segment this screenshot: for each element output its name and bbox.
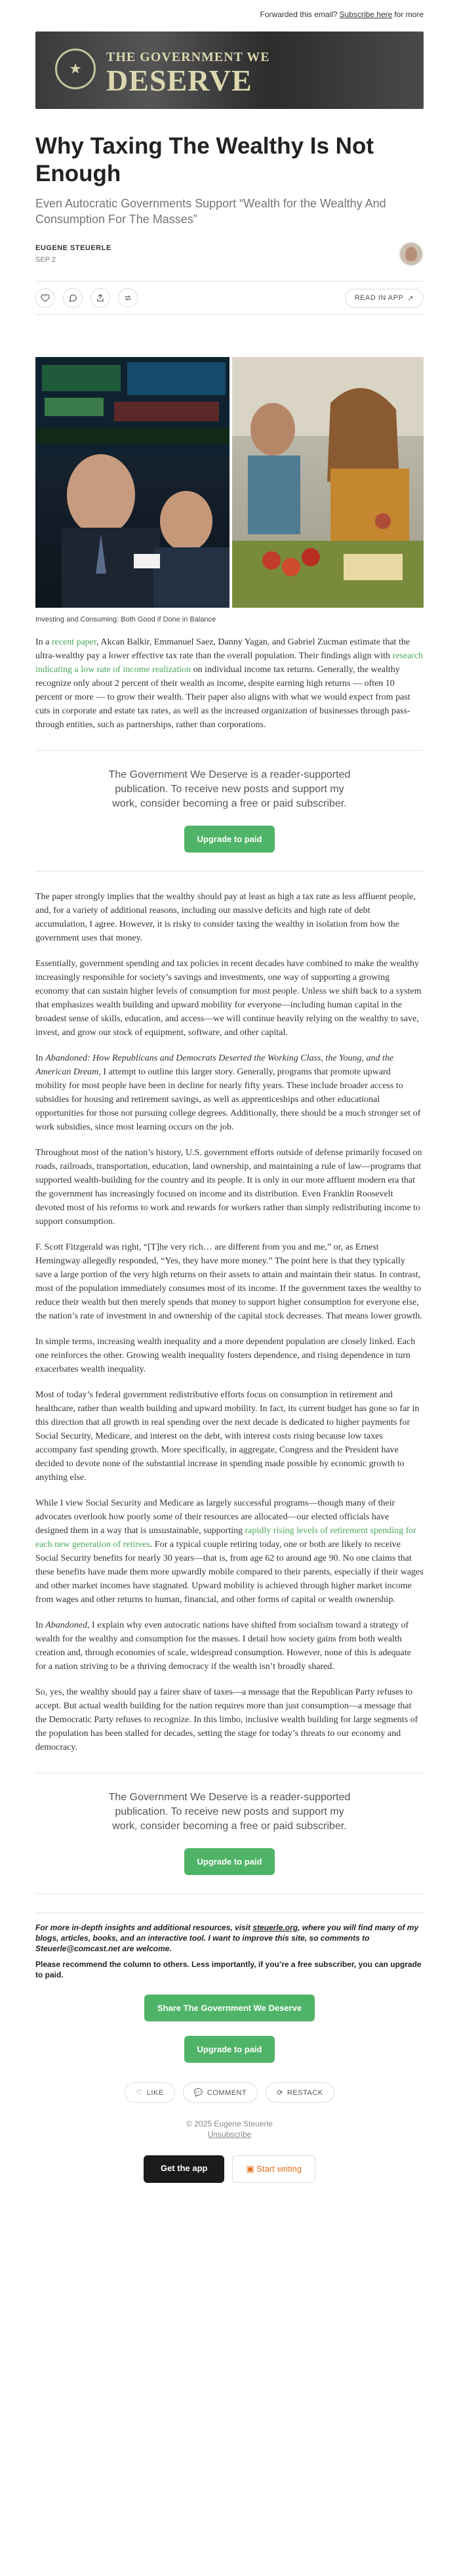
article-body xyxy=(35,635,424,732)
paragraph: Most of today’s federal government redistributive efforts focus on consumption in retirement and healthcare, rather than wealth building and upward mobility. In fact, its current budget has gone so far in this direction that all growth in real spending over the next decade is dedicated to higher payments for Social Security, Medicare, and interest on the debt, with interest costs rising because low taxes accompany fast spending growth. More specifically, in aggregate, Congress and the President have decided to devote none of the substantial increase in spending made possible by economic growth to anything else. xyxy=(35,1390,420,1483)
arrow-up-right-icon: ↗ xyxy=(407,294,414,303)
forward-suffix: for more xyxy=(394,10,424,19)
footer-note: For more in-depth insights and additional resources, visit steuerle.org, where you will find many of my blogs, articles, books, and an interactive tool. I want to improve this site, so comments to Steuerle@comcast.net are welcome. Please recommend the column to others. Less importantly, if you’re a free subscriber, you can upgrade to paid. xyxy=(35,1912,424,1980)
banner-title-line1: THE GOVERNMENT WE xyxy=(106,50,270,64)
heart-icon: ♡ xyxy=(136,2089,143,2097)
recent-paper-link[interactable]: recent paper xyxy=(51,637,97,647)
share-icon[interactable] xyxy=(90,288,110,308)
article-subtitle: Even Autocratic Governments Support “Wealth for the Wealthy And Consumption For The Masses” xyxy=(35,197,386,226)
trading-floor-photo xyxy=(35,357,230,608)
unsubscribe-link[interactable]: Unsubscribe xyxy=(207,2130,252,2139)
income-realization-link[interactable]: research indicating a low rate of income realization xyxy=(35,651,424,675)
post-action-bar xyxy=(35,281,424,315)
paragraph: So, yes, the wealthy should pay a fairer share of taxes—a message that the Republican Party refuses to accept. But actual wealth building for the nation requires more than just consumption—a message that the Democratic Party refuses to recognize. In this limbo, inclusive wealth building for large segments of the population has been stalled for decades, setting the stage for today’s threats to our economy and democracy. xyxy=(35,1687,418,1752)
restack-icon[interactable] xyxy=(118,288,138,308)
article-body-continued xyxy=(35,890,424,1754)
paragraph: F. Scott Fitzgerald was right, “[T]he very rich… are different from you and me,” or, as Ernest Hemingway allegedly responded, “Yes, they have more money.” The point here is that they typically save a large portion of the very high returns on their assets to attain and maintain their status. In contrast, most of the population immediately consumes most of its income. If the government taxes the wealthy to reduce their wealth but then merely spends that money to support higher consumption for everyone else, the nation’s rate of investment in and ownership of the capital stock decreases. That means lower growth. xyxy=(35,1242,422,1321)
author-avatar[interactable] xyxy=(399,242,424,266)
subscribe-widget xyxy=(35,750,424,872)
start-writing-button[interactable]: ▣ Start writing xyxy=(232,2155,315,2183)
upgrade-to-paid-button[interactable]: Upgrade to paid xyxy=(184,1848,275,1875)
subscribe-widget-bottom xyxy=(35,1773,424,1894)
upgrade-to-paid-button-footer[interactable]: Upgrade to paid xyxy=(184,2036,275,2063)
byline xyxy=(35,242,424,266)
steuerle-site-link[interactable]: steuerle.org xyxy=(252,1923,298,1932)
banner-title xyxy=(106,50,270,96)
upgrade-to-paid-button[interactable]: Upgrade to paid xyxy=(184,826,275,853)
article-title[interactable]: Why Taxing The Wealthy Is Not Enough xyxy=(35,133,374,186)
market-photo xyxy=(232,357,424,608)
like-button[interactable]: ♡ LIKE xyxy=(125,2082,174,2103)
retirement-spending-link[interactable]: rapidly rising levels of retirement spending for each new generation of retirees xyxy=(35,1526,416,1550)
get-the-app-button[interactable]: Get the app xyxy=(144,2155,225,2183)
subscribe-message: The Government We Deserve is a reader-supported publication. To receive new posts and support my work, consider becoming a free or paid subscriber. xyxy=(108,769,351,809)
read-in-app-button[interactable] xyxy=(345,289,424,308)
forward-bar xyxy=(35,0,424,29)
read-in-app-label: READ IN APP xyxy=(354,294,404,302)
paragraph: In Abandoned: How Republicans and Democrats Deserted the Working Class, the Young, and the American Dream, I attempt to outline this larger story. Generally, programs that promote upward mobility for most people have been in decline for nearly fifty years. These include broader access to subsidies for housing and retirement savings, as well as apprenticeships and other educational opportunities for those not pursuing college degrees. Additionally, there should be a much stronger set of work subsidies, since most learning occurs on the job. xyxy=(35,1053,421,1132)
paragraph: In simple terms, increasing wealth inequality and a more dependent population are closely linked. Each one reinforces the other. Growing wealth inequality fosters dependence, and rising dependence in turn exacerbates wealth inequality. xyxy=(35,1337,416,1374)
comment-icon: 💬 xyxy=(193,2089,203,2097)
seal-logo-icon: ★ xyxy=(55,49,96,89)
paragraph: The paper strongly implies that the wealthy should pay at least as high a tax rate as less affluent people, and, for a variety of additional reasons, including our massive deficits and high rate of debt accumulation, I agree. However, it is risky to consider taxing the wealthy in isolation from how the government uses that money. xyxy=(35,892,416,943)
book-title: Abandoned: How Republicans and Democrats Deserted the Working Class, the Young, and the American Dream, xyxy=(35,1053,394,1077)
subscribe-link[interactable]: Subscribe here xyxy=(339,10,393,19)
app-buttons xyxy=(35,2155,424,2183)
paragraph: In Abandoned, I explain why even autocratic nations have shifted from socialism toward a strategy of wealth for the wealthy and consumption for the masses. I detail how society gains from both wealth creation and, through economies of scale, widespread consumption. However, none of this is adequate for a nation striving to be a thriving democracy if the wealth isn’t broadly shared. xyxy=(35,1620,411,1672)
like-icon[interactable] xyxy=(35,288,55,308)
image-caption: Investing and Consuming: Both Good if Done in Balance xyxy=(35,616,216,623)
forward-prefix: Forwarded this email? xyxy=(260,10,338,19)
subscribe-message: The Government We Deserve is a reader-supported publication. To receive new posts and support my work, consider becoming a free or paid subscriber. xyxy=(108,1792,351,1832)
publication-banner[interactable] xyxy=(35,32,424,109)
paragraph: Throughout most of the nation’s history, U.S. government efforts outside of defense primarily focused on roads, railroads, transportation, education, land ownership, and maintaining a rule of law—programs that supported wealth-building for the country and its people. It is only in our more affluent modern era that the government has increasingly focused on income and its distribution. Even Franklin Roosevelt devoted most of his reforms to work and rewards for workers rather than simply redistributing income to support consumption. xyxy=(35,1148,422,1227)
hero-image[interactable] xyxy=(35,357,424,608)
author-name[interactable]: EUGENE STEUERLE xyxy=(35,244,111,252)
comment-button[interactable]: 💬 COMMENT xyxy=(183,2082,258,2103)
paragraph: In a recent paper, Akcan Balkir, Emmanuel Saez, Danny Yagan, and Gabriel Zucman estimate that the ultra-wealthy pay a lower effective tax rate than the overall population. Their findings align with research indicating a low rate of income realization on individual income tax returns. Generally, the wealthy recognize only about 2 percent of their wealth as income, despite earning high returns — often 10 percent or more — to grow their wealth. Their paper also aligns with what we would expect from past cuts in corporate and estate tax rates, as well as the increased organization of businesses through pass-through entities, such as partnerships, rather than corporations. xyxy=(35,637,424,730)
recommend-note: Please recommend the column to others. Less importantly, if you’re a free subscriber, you can upgrade to paid. xyxy=(35,1960,422,1979)
restack-button[interactable]: ⟳ RESTACK xyxy=(266,2082,334,2103)
footer-action-row xyxy=(35,2082,424,2103)
restack-icon: ⟳ xyxy=(277,2089,283,2097)
copyright: © 2025 Eugene Steuerle Unsubscribe xyxy=(186,2119,273,2139)
paragraph: Essentially, government spending and tax policies in recent decades have combined to make the wealthy increasingly responsible for society’s savings and investments, one way of supporting a growing economy that can sustain higher levels of consumption for most people. Unless we shift back to a system that emphasizes wealth building and upward mobility for everyone—including human capital in the broadest sense of skills, education, and access—we will continue heavily relying on the wealthy to save, invest, and grow our stock of equipment, software, and other capital. xyxy=(35,959,422,1038)
comment-icon[interactable] xyxy=(63,288,83,308)
bookmark-icon: ▣ xyxy=(246,2164,257,2174)
paragraph: While I view Social Security and Medicare as largely successful programs—though many of their advocates overlook how poorly some of their resources are allocated—our elected officials have designed them in a way that is unsustainable, supporting rapidly rising levels of retirement spending for each new generation of retirees. For a typical couple retiring today, one or both are likely to receive Social Security benefits for nearly 30 years—that is, from age 62 to around age 90. No one claims that these benefits have made them more upwardly mobile compared to their parents, especially if their wages and other market incomes have stagnated. Upward mobility is achieved through higher market income from wages and other returns to human, financial, and other forms of capital or wealth ownership. xyxy=(35,1498,424,1605)
share-publication-button[interactable]: Share The Government We Deserve xyxy=(144,1995,315,2021)
book-title: Abandoned xyxy=(45,1620,87,1630)
post-date: SEP 2 xyxy=(35,256,56,264)
banner-title-line2: DESERVE xyxy=(106,64,252,97)
